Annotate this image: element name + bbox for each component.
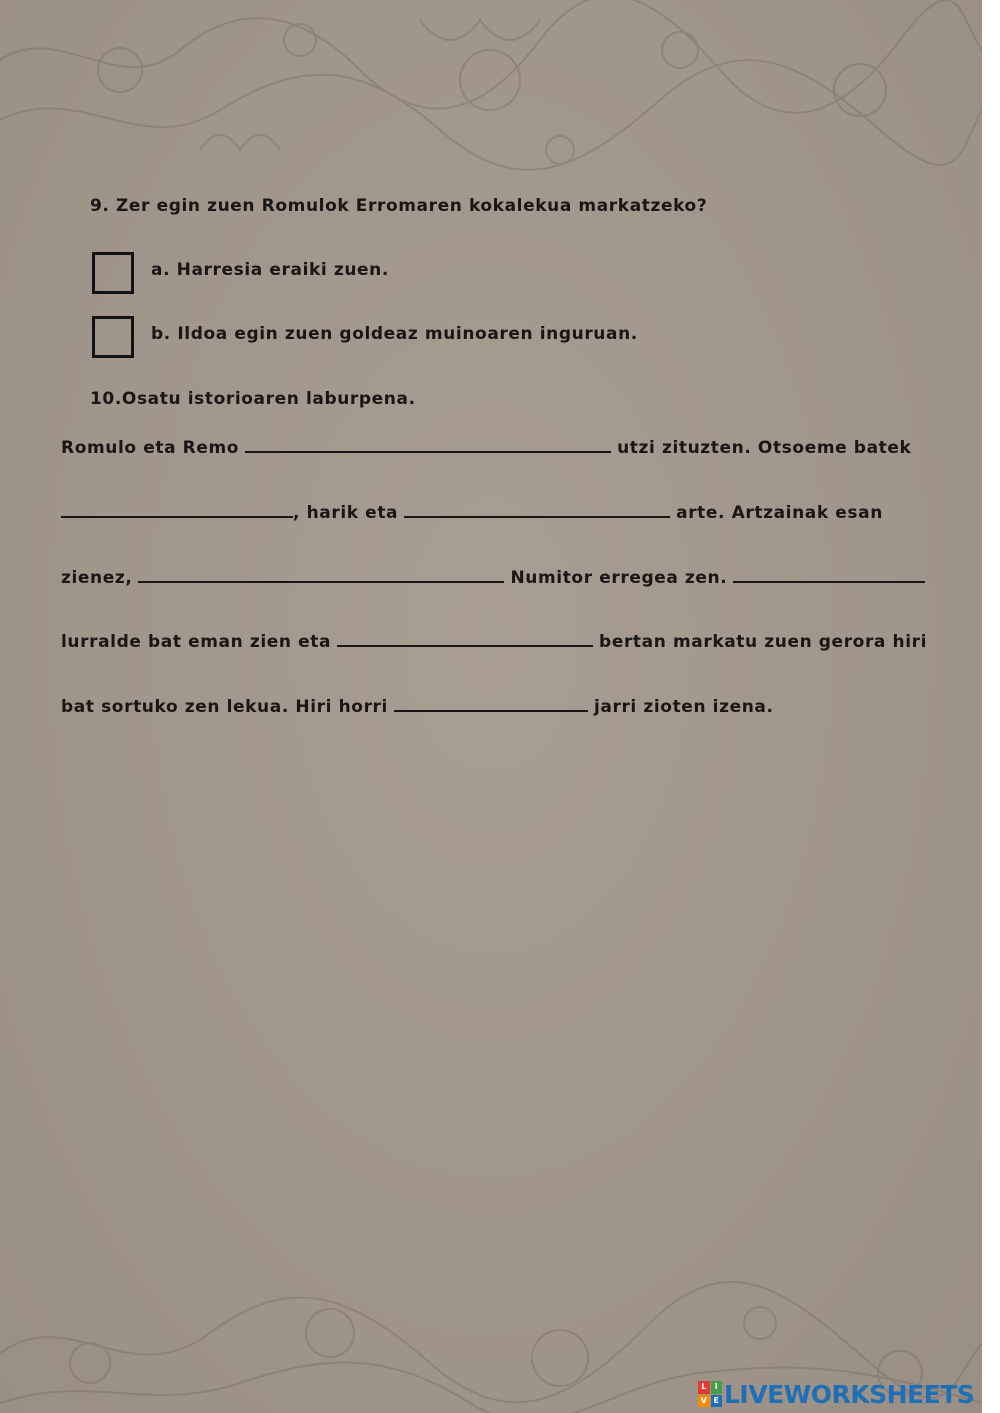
summary-text: , harik eta [293, 503, 399, 523]
decorative-top-ornament [0, 0, 982, 190]
summary-text: utzi zituzten. Otsoeme batek [617, 438, 912, 458]
question-9-title: 9. Zer egin zuen Romulok Erromaren kokalekua markatzeko? [90, 196, 708, 216]
option-a-checkbox[interactable] [92, 252, 134, 294]
summary-line-3 [61, 567, 925, 588]
summary-line-1 [61, 437, 911, 458]
badge-letter: I [711, 1381, 723, 1394]
answer-blank-1[interactable] [245, 437, 611, 453]
summary-text: jarri zioten izena. [593, 697, 774, 717]
option-b-label: b. Ildoa egin zuen goldeaz muinoaren inguruan. [151, 324, 638, 344]
answer-blank-6[interactable] [337, 631, 593, 647]
option-a-label: a. Harresia eraiki zuen. [151, 260, 389, 280]
liveworksheets-logo [698, 1378, 974, 1410]
answer-blank-2[interactable] [61, 502, 293, 518]
summary-text: bat sortuko zen lekua. Hiri horri [61, 697, 388, 717]
summary-text: Numitor erregea zen. [510, 568, 728, 588]
badge-letter: L [698, 1381, 710, 1394]
summary-text: zienez, [61, 568, 133, 588]
option-b-checkbox[interactable] [92, 316, 134, 358]
badge-letter: V [698, 1395, 710, 1408]
answer-blank-5[interactable] [733, 567, 925, 583]
page-margin [982, 0, 1000, 1413]
summary-text: Romulo eta Remo [61, 438, 240, 458]
summary-text: bertan markatu zuen gerora hiri [599, 632, 928, 652]
summary-line-5 [61, 696, 774, 717]
live-badge-icon [698, 1381, 722, 1407]
summary-text: lurralde bat eman zien eta [61, 632, 332, 652]
answer-blank-3[interactable] [404, 502, 670, 518]
answer-blank-4[interactable] [138, 567, 504, 583]
summary-line-2 [61, 502, 883, 523]
summary-line-4 [61, 631, 927, 652]
badge-letter: E [711, 1395, 723, 1408]
liveworksheets-wordmark: LIVEWORKSHEETS [724, 1379, 975, 1409]
summary-text: arte. Artzainak esan [676, 503, 883, 523]
answer-blank-7[interactable] [394, 696, 588, 712]
question-10-title: 10.Osatu istorioaren laburpena. [90, 389, 416, 409]
